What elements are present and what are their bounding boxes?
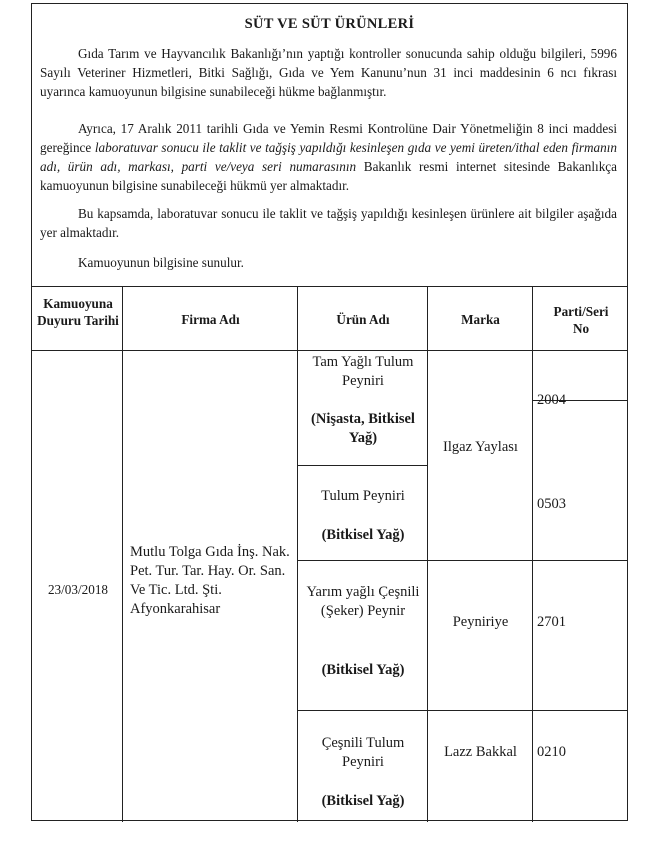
brand-name: Peyniriye [452, 614, 509, 630]
product-name: Tam Yağlı Tulum Peyniri [312, 354, 414, 389]
header-product: Ürün Adı [336, 312, 390, 327]
document-frame [31, 3, 628, 821]
header-date: Kamuoyuna Duyuru Tarihi [37, 296, 119, 328]
lot-number: 2004 [537, 392, 566, 408]
announcement-date: 23/03/2018 [47, 582, 109, 597]
product-name: Yarım yağlı Çeşnili (Şeker) Peynir [306, 584, 420, 619]
paragraph-2-part-b: Bakanlık resmi internet sitesinde Bakanlıkça kamuoyunun bilgisine sunabileceği hükmü yer almaktadır. [40, 159, 617, 193]
product-finding: (Bitkisel Yağ) [321, 662, 405, 678]
header-divider [32, 350, 627, 351]
column-divider [297, 287, 298, 822]
header-firm: Firma Adı [181, 312, 240, 327]
intro-section [32, 4, 627, 287]
brand-name: Lazz Bakkal [444, 744, 517, 760]
lot-number: 0210 [537, 744, 566, 760]
brand-name: Ilgaz Yaylası [443, 439, 518, 455]
paragraph-4: Kamuoyunun bilgisine sunulur. [78, 255, 244, 270]
products-table [32, 287, 627, 822]
column-divider [532, 287, 533, 822]
column-divider [122, 287, 123, 822]
row-divider [297, 710, 627, 711]
product-finding: (Bitkisel Yağ) [321, 527, 405, 543]
firm-name: Mutlu Tolga Gıda İnş. Nak. Pet. Tur. Tar. Hay. Or. San. Ve Tic. Ltd. Şti. Afyonkarahisar [130, 544, 290, 617]
product-name: Tulum Peyniri [321, 488, 405, 504]
header-lot: Parti/Seri No [553, 304, 609, 336]
lot-number: 2701 [537, 614, 566, 630]
header-brand: Marka [461, 312, 500, 327]
paragraph-2-italic: laboratuvar sonucu ile taklit ve tağşiş yapıldığı kesinleşen gıda ve yemi üreten/ithal eden firmanın adı, ürün adı, markası, parti ve/veya seri numarasının [40, 140, 617, 174]
paragraph-3: Bu kapsamda, laboratuvar sonucu ile taklit ve tağşiş yapıldığı kesinleşen ürünlere ait bilgiler aşağıda yer almaktadır. [40, 206, 617, 240]
product-finding: (Nişasta, Bitkisel Yağ) [311, 411, 415, 446]
product-finding: (Bitkisel Yağ) [321, 793, 405, 809]
row-divider [297, 560, 627, 561]
paragraph-1: Gıda Tarım ve Hayvancılık Bakanlığı’nın yaptığı kontroller sonucunda sahip olduğu bilgileri, 5996 Sayılı Veteriner Hizmetleri, Bitki Sağlığı, Gıda ve Yem Kanunu’nun 31 inci maddesinin 6 ncı fıkrası uyarınca kamuoyunun bilgisine sunabileceği hükme bağlanmıştır. [40, 46, 617, 99]
paragraph-2-part-a: Ayrıca, 17 Aralık 2011 tarihli Gıda ve Yemin Resmi Kontrolüne Dair Yönetmeliğin 8 inci maddesi gereğince [40, 121, 617, 155]
row-divider [297, 465, 427, 466]
page-title: SÜT VE SÜT ÜRÜNLERİ [244, 16, 415, 32]
product-name: Çeşnili Tulum Peyniri [321, 735, 405, 770]
lot-number: 0503 [537, 496, 566, 512]
column-divider [427, 287, 428, 822]
paragraph-2 [40, 119, 617, 195]
